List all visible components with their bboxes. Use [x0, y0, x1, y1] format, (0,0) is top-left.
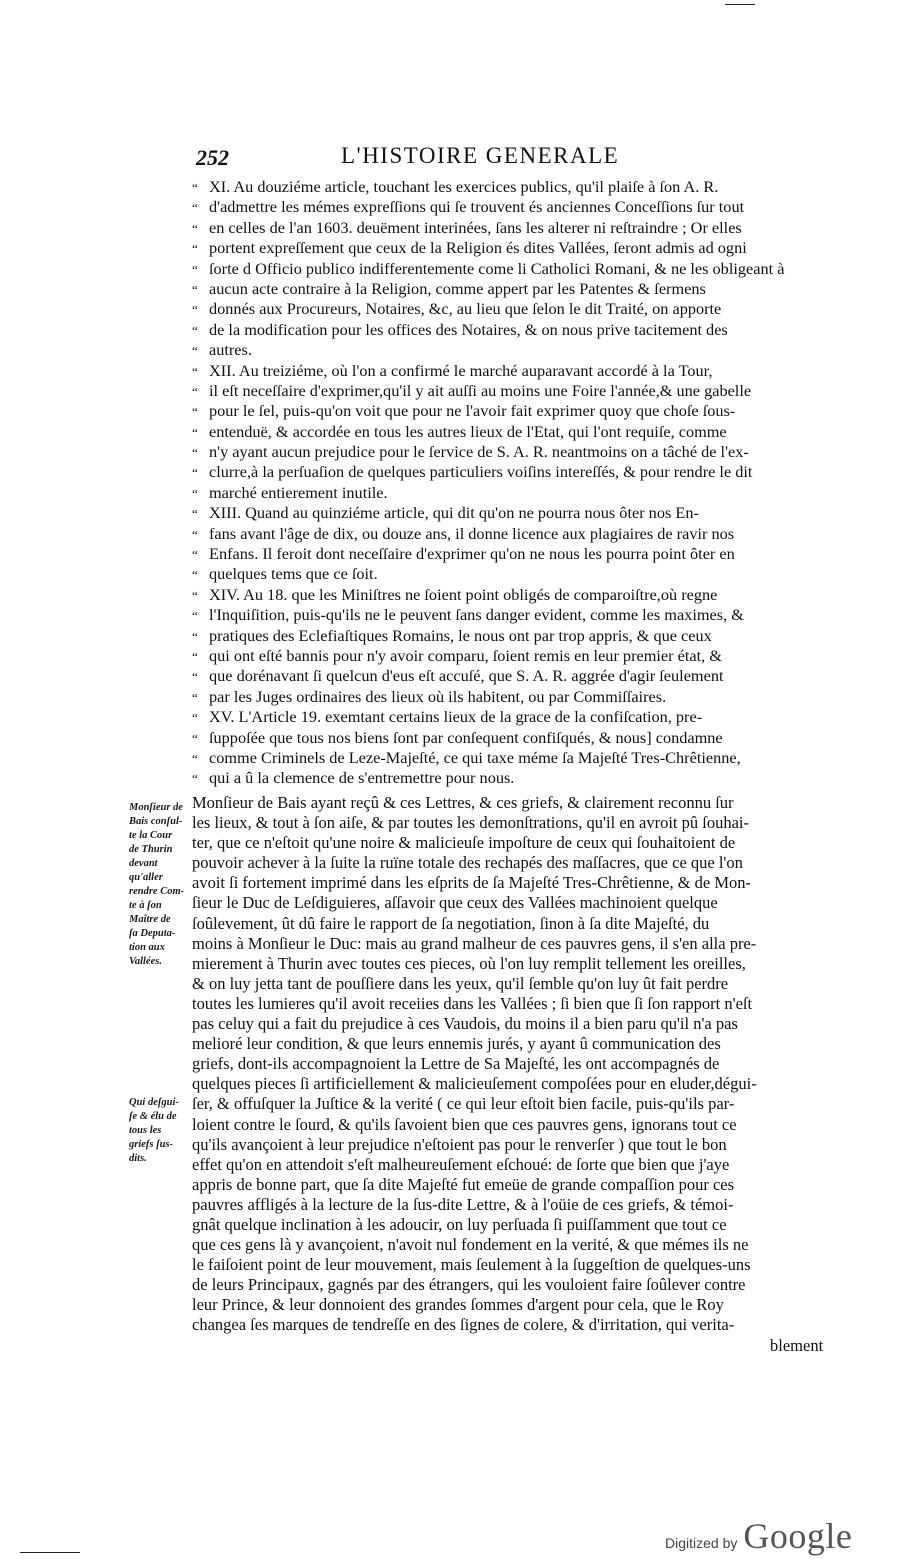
body-line: pas celuy qui a fait du prejudice à ces Vaudois, du moins il a bien paru qu'il n'a pas [192, 1014, 738, 1034]
quoted-line [192, 585, 842, 605]
quoted-line-text: pratiques des Eclefiaſtiques Romains, le nous ont par trop appris, & que ceux [209, 625, 712, 645]
quote-mark: “ [192, 567, 198, 583]
margin-note-line: Bais conſul- [129, 816, 183, 827]
quoted-line-text: pour le ſel, puis-qu'on voit que pour ne l'avoir fait exprimer quoy que choſe ſous- [209, 401, 736, 421]
quoted-line-text: quelques tems que ce ſoit. [209, 564, 378, 584]
body-line: ſer, & offuſquer la Juſtice & la verité ( ce qui leur eſtoit bien facile, puis-qu'ils par- [192, 1094, 735, 1114]
quote-mark: “ [192, 689, 198, 705]
body-line: pouvoir achever à la ſuite la ruïne totale des rechapés des maſſacres, que ce que l'on [192, 853, 743, 873]
quoted-line [192, 544, 842, 564]
quoted-line [192, 605, 842, 625]
quote-mark: “ [192, 281, 198, 297]
margin-note-line: dits. [129, 1153, 147, 1164]
quoted-line [192, 299, 842, 319]
body-line: quelques pieces ſi artificiellement & malicieuſement compoſées pour en eluder,dégui- [192, 1074, 757, 1094]
quoted-line-text: XI. Au douziéme article, touchant les exercices publics, qu'il plaiſe à ſon A. R. [209, 177, 719, 196]
quoted-line [192, 483, 842, 503]
quote-mark: “ [192, 302, 198, 318]
quoted-line-text: il eſt neceſſaire d'exprimer,qu'il y ait auſſi au moins une Foire l'année,& une gabelle [209, 380, 752, 400]
quoted-line [192, 197, 842, 217]
body-line: griefs, dont-ils accompagnoient la Lettre de Sa Majeſté, les ont accompagnés de [192, 1054, 720, 1074]
body-line: toutes les lumieres qu'il avoit receiies dans les Vallées ; ſi bien que ſi ſon rapport n'eſt [192, 993, 753, 1013]
main-paragraph [192, 793, 842, 1336]
quoted-line-text: clurre,à la perſuaſion de quelques particuliers voiſins intereſſés, & pour rendre le dit [209, 462, 753, 482]
quote-mark: “ [192, 608, 198, 624]
quote-mark: “ [192, 343, 198, 359]
body-line: loient contre le ſourd, & qu'ils ſavoient bien que ces pauvres gens, ignorans tout ce [192, 1114, 737, 1134]
body-line: changea ſes marques de tendreſſe en des ſignes de colere, & d'irritation, qui verita- [192, 1315, 735, 1335]
body-line: moins à Monſieur le Duc: mais au grand malheur de ces pauvres gens, il s'en alla pre- [192, 933, 757, 953]
margin-note-line: tion aux [129, 942, 165, 953]
body-line: avoit ſi fortement imprimé dans les eſprits de ſa Majeſté Tres-Chrêtienne, & de Mon- [192, 873, 752, 893]
body-line: ter, que ce n'eſtoit qu'une noire & malicieuſe impoſture de ceux qui ſouhaitoient de [192, 833, 736, 853]
quoted-line-text: ſuppoſée que tous nos biens ſont par conſequent confiſqués, & nous] condamne [209, 727, 723, 747]
quoted-line-text: qui a û la clemence de s'entremettre pour nous. [209, 768, 515, 788]
margin-note-line: Maître de [129, 914, 171, 925]
digitized-watermark [665, 1515, 852, 1557]
margin-note-line: ſa Deputa- [129, 928, 176, 939]
quote-mark: “ [192, 261, 198, 277]
quoted-line-text: donnés aux Procureurs, Notaires, &c, au lieu que ſelon le dit Traité, on apporte [209, 299, 722, 319]
margin-note-line: rendre Com- [129, 886, 185, 897]
body-line: que ces gens là y avançoient, n'avoit nul fondement en la verité, & que mémes ils ne [192, 1235, 749, 1255]
margin-note-line: Vallées. [129, 956, 162, 967]
quoted-line [192, 279, 842, 299]
quote-mark: “ [192, 750, 198, 766]
watermark-prefix: Digitized by [665, 1535, 738, 1551]
quote-mark: “ [192, 465, 198, 481]
quoted-line [192, 564, 842, 584]
quoted-line [192, 728, 842, 748]
quoted-line [192, 646, 842, 666]
quoted-line [192, 422, 842, 442]
running-title: L'HISTOIRE GENERALE [341, 143, 620, 168]
body-line: effet qu'on en attendoit s'eſt malheureuſement eſchoué: de ſorte que bien que j'aye [192, 1154, 730, 1174]
quoted-line [192, 768, 842, 788]
page-header [196, 143, 696, 173]
quoted-line-text: que dorénavant ſi quelcun d'eus eſt accuſé, que S. A. R. aggrée d'agir ſeulement [209, 666, 724, 686]
quoted-line [192, 320, 842, 340]
google-logo: Google [743, 1516, 853, 1556]
body-line: Monſieur de Bais ayant reçû & ces Lettres, & ces griefs, & clairement reconnu ſur [192, 793, 734, 812]
margin-note-line: te à ſon [129, 900, 162, 911]
quoted-line [192, 462, 842, 482]
quoted-line [192, 707, 842, 727]
quoted-line-text: en celles de l'an 1603. deuëment interinées, ſans les alterer ni reſtraindre ; Or elles [209, 217, 742, 237]
quote-mark: “ [192, 485, 198, 501]
quoted-line-text: XIII. Quand au quinziéme article, qui dit qu'on ne pourra nous ôter nos En- [209, 503, 699, 523]
quote-mark: “ [192, 180, 198, 195]
body-line: ſoûlevement, ût dû faire le rapport de ſa negotiation, ſinon à ſa dite Majeſté, du [192, 913, 710, 933]
body-line: mierement à Thurin avec toutes ces pieces, où l'on luy remplit tellement les oreilles, [192, 953, 746, 973]
quote-mark: “ [192, 404, 198, 420]
quoted-line [192, 218, 842, 238]
quoted-line-text: fans avant l'âge de dix, ou douze ans, il donne licence aux plagiaires de ravir nos [209, 523, 735, 543]
margin-note-line: te la Cour [129, 830, 173, 841]
quoted-line-text: portent expreſſement que ceux de la Religion és dites Vallées, ſeront admis ad ogni [209, 238, 747, 258]
body-line: & on luy jetta tant de pouſſiere dans les yeux, qu'il ſemble qu'on luy ût fait perdre [192, 973, 729, 993]
margin-note-line: Qui deſgui- [129, 1097, 179, 1108]
quoted-line [192, 238, 842, 258]
body-line: appris de bonne part, que ſa dite Majeſté fut emeüe de grande compaſſion pour ces [192, 1174, 735, 1194]
quoted-line [192, 340, 842, 360]
margin-note-line: tous les [129, 1125, 162, 1136]
quoted-line-text: marché entierement inutile. [209, 482, 388, 502]
quoted-line [192, 259, 842, 279]
quoted-line-text: ſorte d Officio publico indifferentemente come li Catholici Romani, & ne les obligeant à [209, 258, 785, 278]
quote-mark: “ [192, 547, 198, 563]
catchword: blement [770, 1336, 824, 1355]
margin-note-line: griefs ſus- [129, 1139, 174, 1150]
quoted-line-text: XII. Au treiziéme, où l'on a confirmé le marché auparavant accordé à la Tour, [209, 360, 713, 380]
body-line: gnât quelque inclination à les adoucir, on luy perſuada ſi puiſſamment que tout ce [192, 1214, 727, 1234]
quote-mark: “ [192, 628, 198, 644]
body-line: le faiſoient point de leur mouvement, mais ſeulement à la ſuggeſtion de quelques-uns [192, 1255, 751, 1275]
quoted-line [192, 503, 842, 523]
quote-mark: “ [192, 322, 198, 338]
quote-mark: “ [192, 587, 198, 603]
quoted-line [192, 442, 842, 462]
quote-mark: “ [192, 526, 198, 542]
quoted-line-text: comme Criminels de Leze-Majeſté, ce qui taxe méme ſa Majeſté Tres-Chrêtienne, [209, 747, 741, 767]
quoted-line-text: de la modification pour les offices des Notaires, & on nous prive tacitement des [209, 319, 728, 339]
quote-mark: “ [192, 200, 198, 216]
quoted-line [192, 666, 842, 686]
quoted-line [192, 401, 842, 421]
quoted-line-text: aucun acte contraire à la Religion, comme appert par les Patentes & ſermens [209, 278, 706, 298]
quoted-line-text: entenduë, & accordée en tous les autres lieux de l'Etat, qui l'ont requiſe, comme [209, 421, 727, 441]
margin-note-bais [129, 801, 191, 969]
page-mark [20, 1552, 80, 1553]
body-line: les lieux, & tout à ſon aiſe, & par toutes les demonſtrations, qu'il en avroit pû ſouhai- [192, 813, 749, 833]
quoted-line-text: n'y ayant aucun prejudice pour le ſervice de S. A. R. neantmoins on a tâché de l'ex- [209, 442, 749, 462]
quote-mark: “ [192, 220, 198, 236]
body-line: ſieur le Duc de Leſdiguieres, aſſavoir que ceux des Vallées machinoient quelque [192, 893, 718, 913]
margin-note-line: ſe & élu de [129, 1111, 177, 1122]
margin-note-line: qu'aller [129, 872, 163, 883]
quote-mark: “ [192, 506, 198, 522]
quoted-line-text: qui ont eſté bannis pour n'y avoir comparu, ſoient remis en leur premier état, & [209, 645, 722, 665]
quoted-line [192, 687, 842, 707]
quoted-line [192, 361, 842, 381]
quote-mark: “ [192, 771, 198, 787]
quoted-line [192, 381, 842, 401]
body-line: leur Prince, & leur donnoient des grandes ſommes d'argent pour cela, que le Roy [192, 1295, 724, 1315]
quoted-line-text: XV. L'Article 19. exemtant certains lieux de la grace de la confiſcation, pre- [209, 707, 703, 727]
body-line: melioré leur condition, & que leurs ennemis jurés, y ayant û communication des [192, 1034, 721, 1054]
quoted-line [192, 177, 842, 197]
quote-mark: “ [192, 363, 198, 379]
quoted-line-text: XIV. Au 18. que les Miniſtres ne ſoient point obligés de comparoiſtre,où regne [209, 584, 718, 604]
quoted-line-text: autres. [209, 340, 252, 360]
quote-mark: “ [192, 730, 198, 746]
margin-note-line: devant [129, 858, 158, 869]
margin-note-line: Monſieur de [129, 802, 183, 813]
quote-mark: “ [192, 383, 198, 399]
quote-mark: “ [192, 241, 198, 257]
quoted-grievances [192, 177, 842, 789]
quote-mark: “ [192, 669, 198, 685]
quoted-line-text: l'Inquiſition, puis-qu'ils ne le peuvent ſans danger evident, comme les maximes, & [209, 605, 744, 625]
quoted-line [192, 524, 842, 544]
quoted-line [192, 626, 842, 646]
quote-mark: “ [192, 648, 198, 664]
quote-mark: “ [192, 445, 198, 461]
body-line: de leurs Principaux, gagnés par des étrangers, qui les vouloient faire ſoûlever contre [192, 1275, 746, 1295]
quote-mark: “ [192, 710, 198, 726]
quoted-line-text: par les Juges ordinaires des lieux où ils habitent, ou par Commiſſaires. [209, 686, 667, 706]
quoted-line-text: Enfans. Il feroit dont neceſſaire d'exprimer qu'on ne nous les pourra point ôter en [209, 544, 735, 564]
quoted-line [192, 748, 842, 768]
body-line: qu'ils avançoient à leur prejudice n'eſtoient pas pour le renverſer ) que tout le bon [192, 1134, 727, 1154]
quoted-line-text: d'admettre les mémes expreſſions qui ſe trouvent és anciennes Conceſſions ſur tout [209, 197, 745, 217]
body-line: pauvres affligés à la lecture de la ſus-dite Lettre, & à l'oüie de ces griefs, & témoi- [192, 1194, 734, 1214]
page-number: 252 [196, 145, 229, 170]
margin-note-line: de Thurin [129, 844, 173, 855]
page-mark [725, 4, 755, 5]
margin-note-griefs [129, 1096, 191, 1166]
quote-mark: “ [192, 424, 198, 440]
